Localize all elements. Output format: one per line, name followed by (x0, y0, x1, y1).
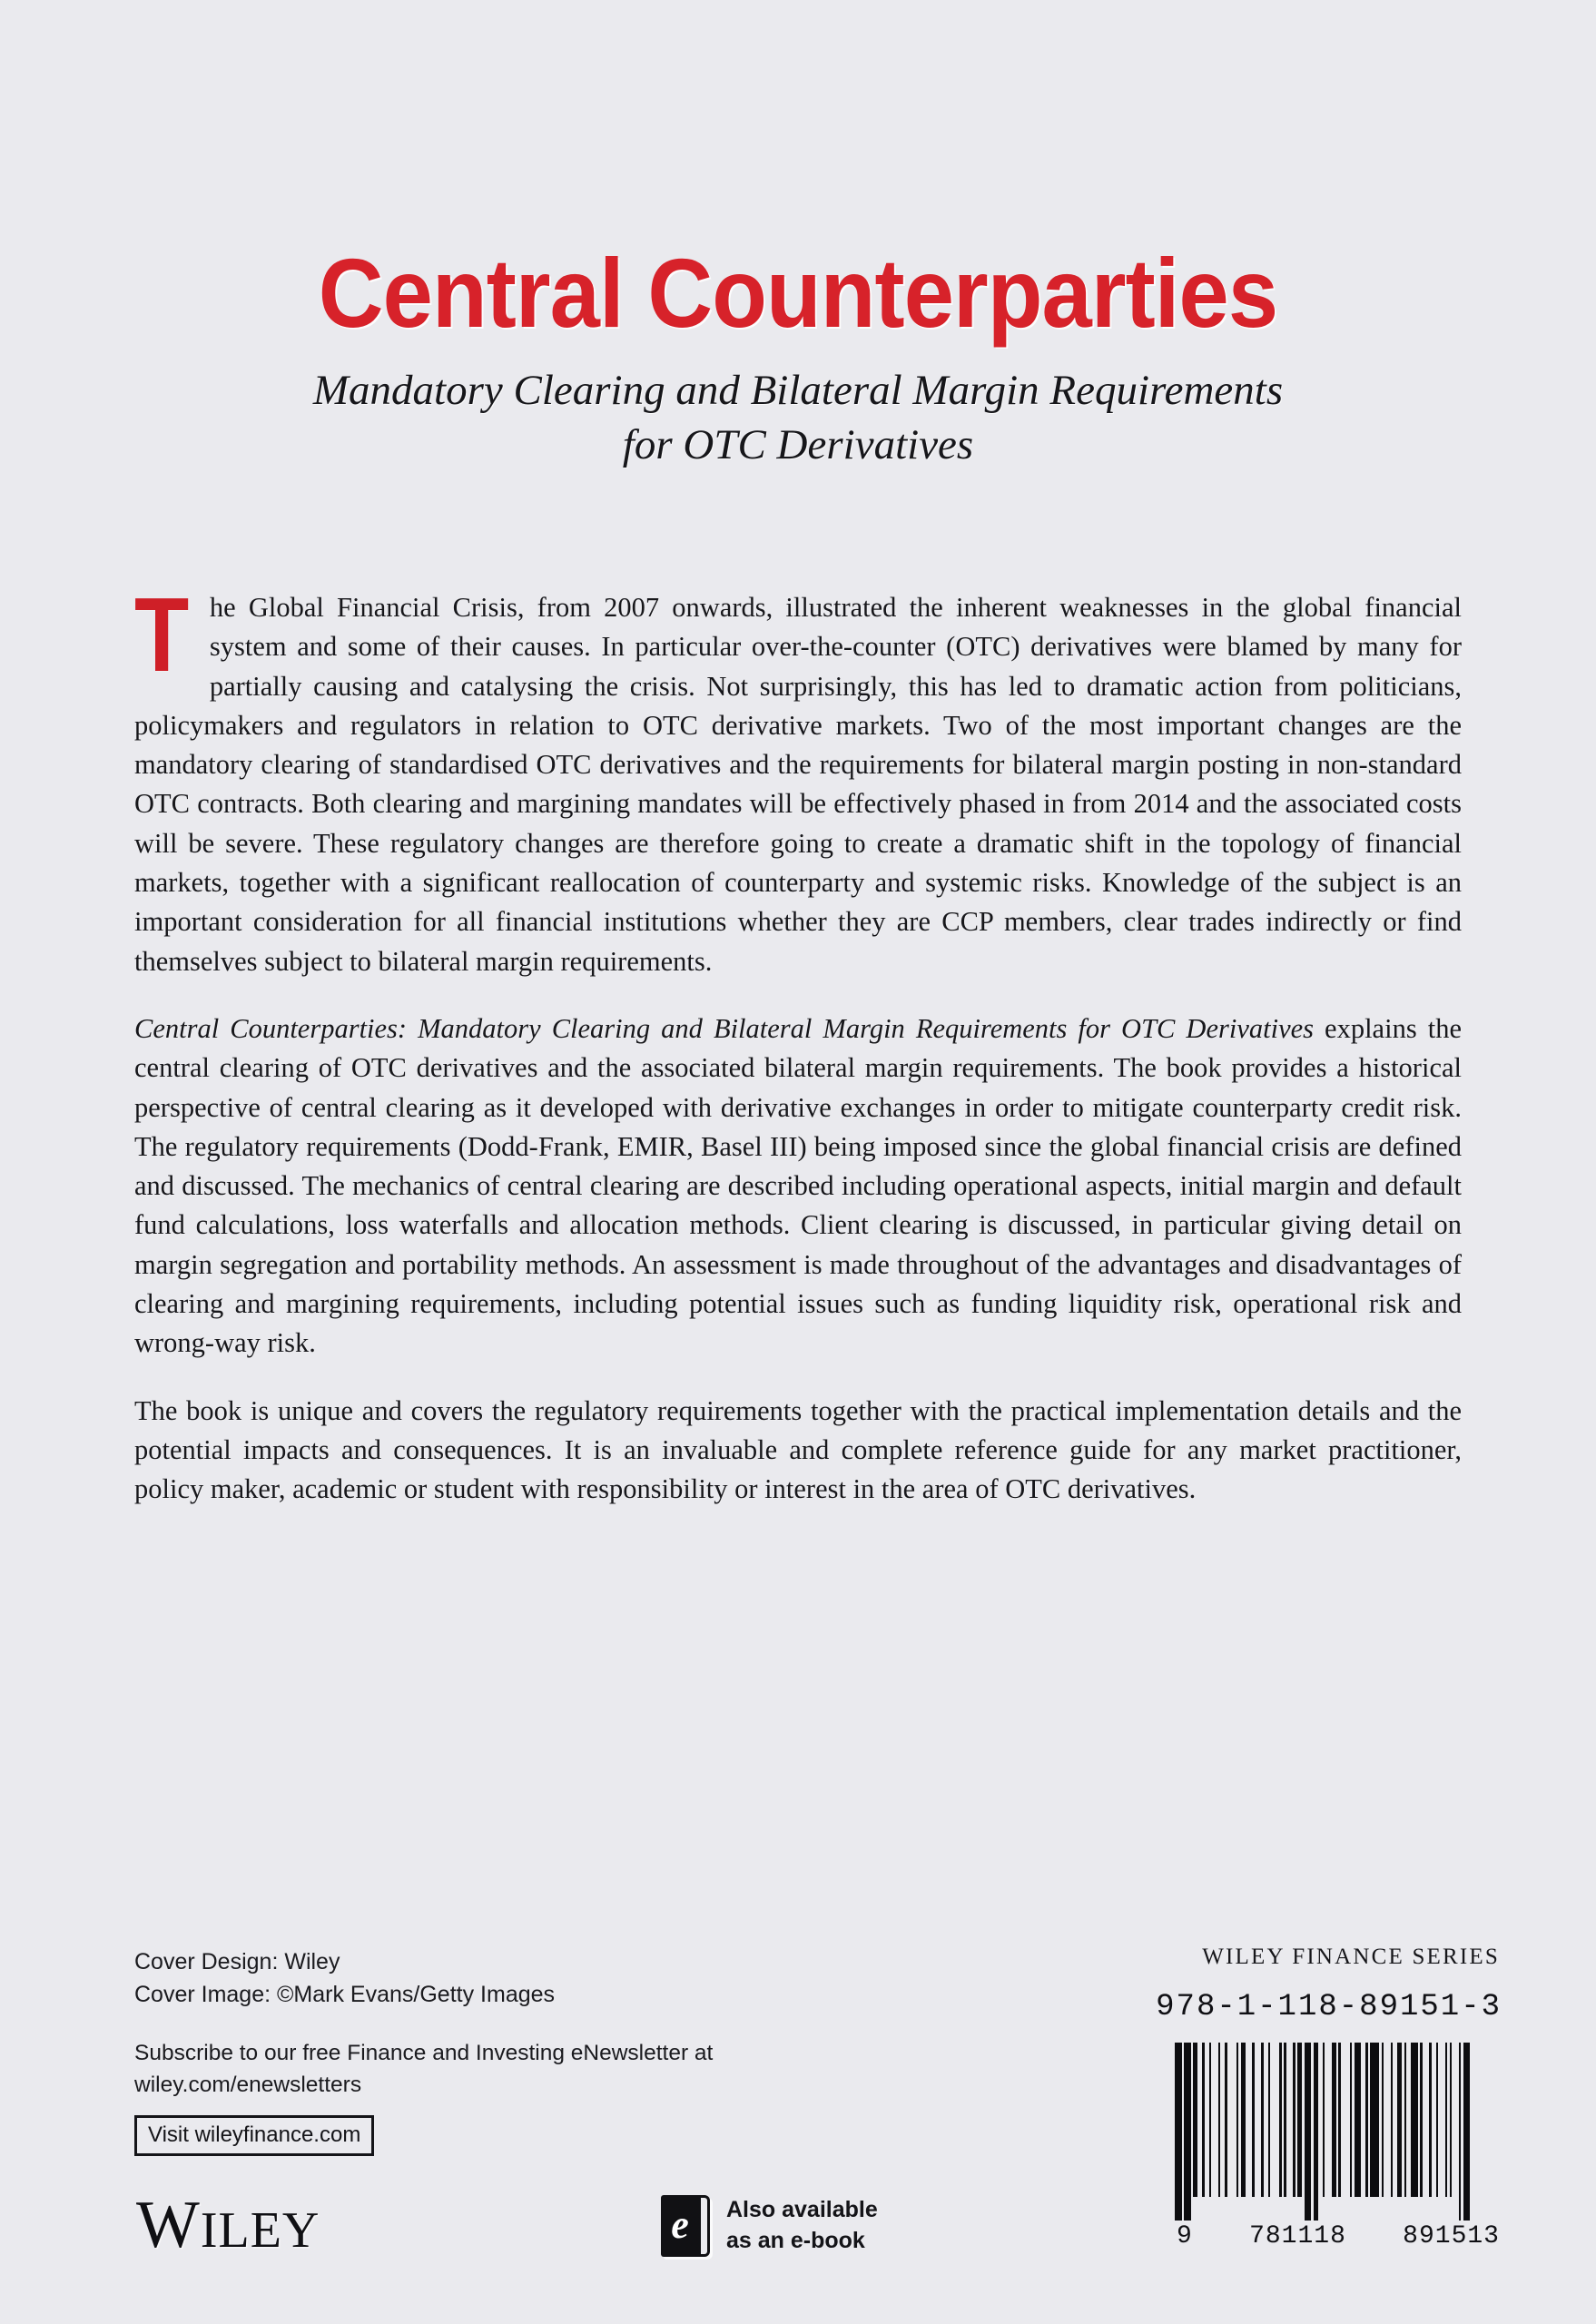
blurb-paragraph-3: The book is unique and covers the regulatory requirements together with the practical implementation details and the potential impacts and consequences. It is an invaluable and complete reference guide for any market practitioner, policy maker, academic or student with responsibility or interest in the area of OTC derivatives. (134, 1394, 1462, 1505)
wiley-logo-initial: W (136, 2188, 201, 2262)
barcode-space (1452, 2043, 1459, 2197)
newsletter-subscribe (134, 2038, 713, 2102)
barcode-space (1286, 2043, 1294, 2197)
ebook-badge-line-2: as an e-book (726, 2228, 865, 2253)
ebook-badge-line-1: Also available (726, 2197, 878, 2223)
barcode-bar (1305, 2043, 1312, 2221)
barcode-space (1384, 2043, 1391, 2197)
barcode-group-1: 781118 (1249, 2222, 1346, 2250)
barcode-space (1341, 2043, 1350, 2197)
barcode-bar (1370, 2043, 1379, 2197)
barcode-bar (1175, 2043, 1182, 2221)
ebook-icon-letter: e (671, 2202, 689, 2248)
title-block (0, 238, 1596, 472)
wiley-logo-rest: ILEY (200, 2202, 320, 2259)
barcode-bar (1355, 2043, 1362, 2197)
subtitle-line-2: for OTC Derivatives (622, 421, 974, 469)
barcode-bar (1184, 2043, 1191, 2221)
barcode-space (1246, 2043, 1253, 2197)
wiley-logo (136, 2188, 320, 2262)
barcode-space (1438, 2043, 1445, 2197)
subtitle-line-1: Mandatory Clearing and Bilateral Margin Requirements (312, 367, 1284, 415)
ebook-badge (661, 2195, 878, 2257)
newsletter-url[interactable]: wiley.com/enewsletters (134, 2072, 362, 2097)
barcode-bar (1411, 2043, 1418, 2197)
barcode-digits (1175, 2222, 1502, 2250)
cover-design-credit: Cover Design: Wiley (134, 1949, 340, 1974)
ebook-icon (661, 2195, 710, 2257)
blurb-book-title-italic: Central Counterparties: Mandatory Clearing and Bilateral Margin Requirements for OTC Derivatives (134, 1012, 1315, 1044)
blurb-body (134, 576, 1462, 1510)
barcode-bar (1463, 2043, 1471, 2221)
barcode-space (1211, 2043, 1218, 2197)
book-subtitle (0, 363, 1596, 472)
blurb-paragraph-2 (134, 1009, 1462, 1364)
blurb-paragraph-2-text: explains the central clearing of OTC derivatives and the associated bilateral margin requirements. The book provides a historical perspective of central clearing as it developed with derivative exchanges in order to mitigate counterparty credit risk. The regulatory requirements (Dodd-Frank, EMIR, Basel III) being imposed since the global financial crisis are defined and discussed. The mechanics of central clearing are described including operational aspects, initial margin and default fund calculations, loss waterfalls and allocation methods. Client clearing is discussed, in particular giving detail on margin segregation and portability methods. An assessment is made throughout of the advantages and disadvantages of clearing and margining requirements, including potential issues such as funding liquidity risk, operational risk and wrong-way risk. (134, 1012, 1462, 1359)
ebook-badge-text (726, 2195, 878, 2257)
barcode-left-digit: 9 (1177, 2222, 1193, 2250)
barcode-group-2: 891513 (1403, 2222, 1500, 2250)
barcode-space (1227, 2043, 1236, 2197)
barcode-bars (1175, 2043, 1502, 2221)
barcode-space (1423, 2043, 1430, 2197)
barcode (1175, 2043, 1502, 2250)
barcode-space (1255, 2043, 1262, 2197)
page-title: Central Counterparties (318, 238, 1278, 348)
barcode-space (1270, 2043, 1279, 2197)
blurb-paragraph-1 (134, 576, 1462, 981)
isbn-text: 978-1-118-89151-3 (1156, 1990, 1502, 2024)
series-label: WILEY FINANCE SERIES (1202, 1945, 1500, 1969)
newsletter-line-1: Subscribe to our free Finance and Investing eNewsletter at (134, 2041, 714, 2065)
drop-cap: T (134, 576, 190, 694)
blurb-paragraph-1-text: he Global Financial Crisis, from 2007 onwards, illustrated the inherent weaknesses in the global financial system and some of their causes. In particular over-the-counter (OTC) derivatives were blamed by many for partially causing and catalysing the crisis. Not surprisingly, this has led to dramatic action from politicians, policymakers and regulators in relation to OTC derivative markets. Two of the most important changes are the mandatory clearing of standardised OTC derivatives and the requirements for bilateral margin posting in non-standard OTC contracts. Both clearing and margining mandates will be effectively phased in from 2014 and the associated costs will be severe. These regulatory changes are therefore going to create a dramatic shift in the topology of financial markets, together with a significant reallocation of counterparty and systemic risks. Knowledge of the subject is an important consideration for all financial institutions whether they are CCP members, clear trades indirectly or find themselves subject to bilateral margin requirements. (134, 592, 1462, 977)
visit-wileyfinance-button[interactable]: Visit wileyfinance.com (134, 2115, 374, 2156)
cover-image-credit: Cover Image: ©Mark Evans/Getty Images (134, 1981, 556, 2007)
cover-credits (134, 1946, 555, 2011)
barcode-space (1325, 2043, 1332, 2197)
